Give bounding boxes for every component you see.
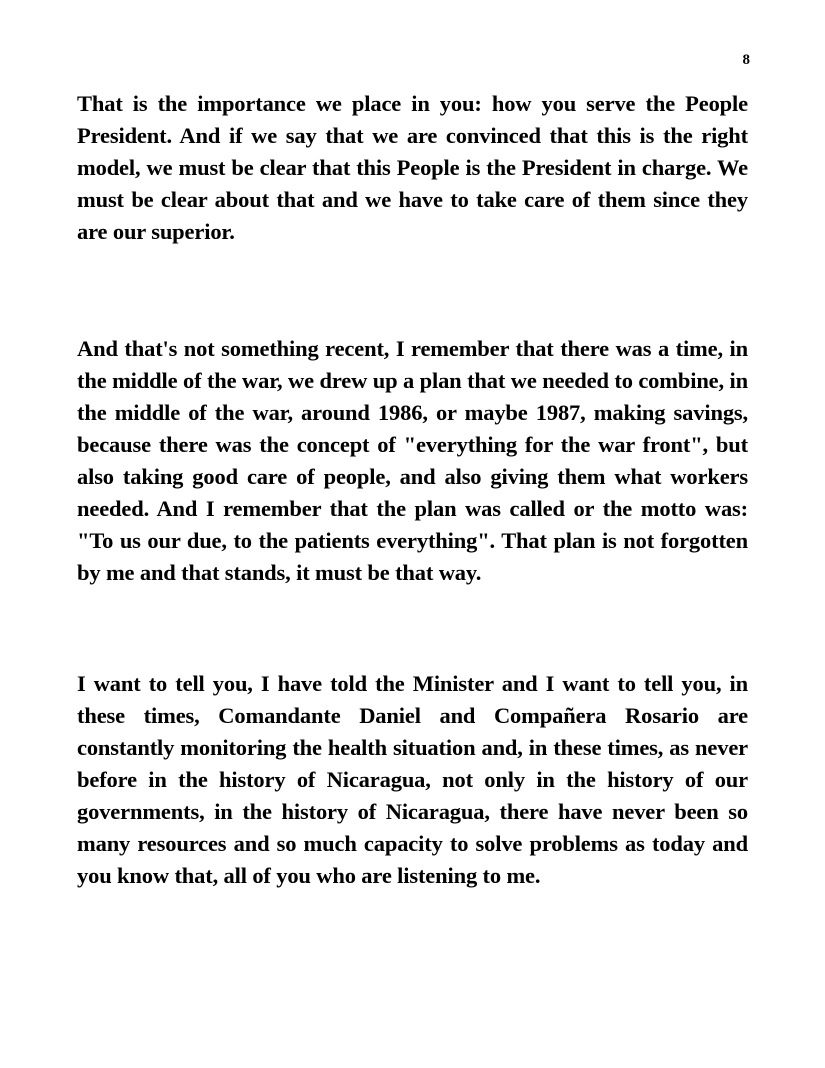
page-number: 8 [742, 52, 750, 68]
paragraph-3: I want to tell you, I have told the Minister and I want to tell you, in these times, Comandante Daniel and Compañera Rosario are constantly monitoring the health situation and, in these times, as never before in the history of Nicaragua, not only in the history of our governments, in the history of Nicaragua, there have never been so many resources and so much capacity to solve problems as today and you know that, all of you who are listening to me. [77, 671, 748, 888]
paragraph-2: And that's not something recent, I remember that there was a time, in the middle of the war, we drew up a plan that we needed to combine, in the middle of the war, around 1986, or maybe 1987, making savings, because there was the concept of "everything for the war front", but also taking good care of people, and also giving them what workers needed. And I remember that the plan was called or the motto was: "To us our due, to the patients everything". That plan is not forgotten by me and that stands, it must be that way. [77, 336, 748, 585]
paragraph-1: That is the importance we place in you: how you serve the People President. And if we say that we are convinced that this is the right model, we must be clear that this People is the President in charge. We must be clear about that and we have to take care of them since they are our superior. [77, 91, 748, 244]
